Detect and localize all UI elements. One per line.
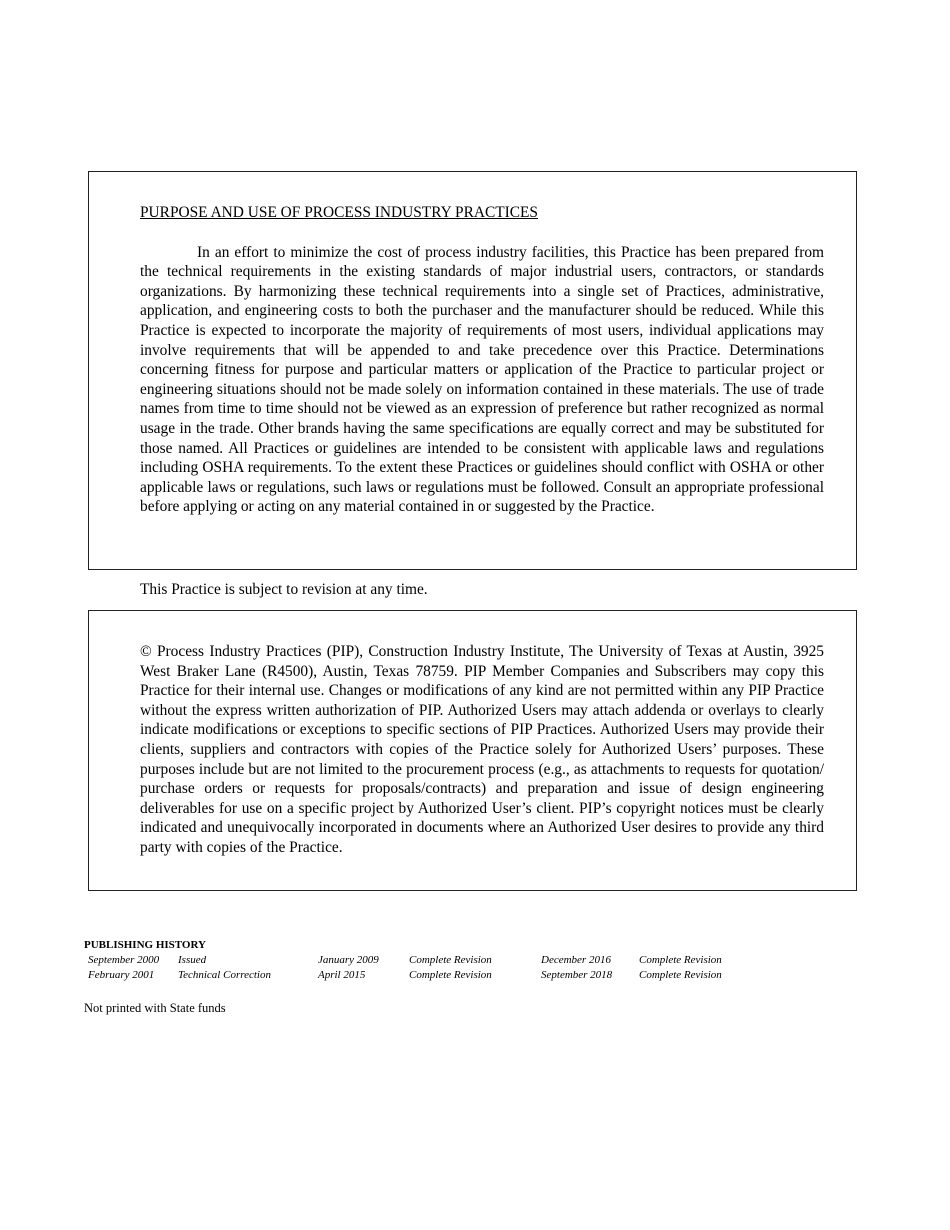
history-date: January 2009: [318, 954, 379, 966]
purpose-title: PURPOSE AND USE OF PROCESS INDUSTRY PRACTICES: [140, 204, 538, 221]
history-action: Complete Revision: [639, 969, 722, 981]
history-date: February 2001: [88, 969, 155, 981]
history-date: December 2016: [541, 954, 611, 966]
history-action: Complete Revision: [409, 954, 492, 966]
history-date: April 2015: [318, 969, 366, 981]
copyright-box-content: [140, 642, 824, 858]
copyright-body: © Process Industry Practices (PIP), Construction Industry Institute, The University of Texas at Austin, 3925 West Braker Lane (R4500), Austin, Texas 78759. PIP Member Companies and Subscribers may copy this Practice for their internal use. Changes or modifications of any kind are not permitted within any PIP Practice without the express written authorization of PIP. Authorized Users may attach addenda or overlays to clearly indicate modifications or exceptions to specific sections of PIP Practices. Authorized Users may provide their clients, suppliers and contractors with copies of the Practice solely for Authorized Users’ purposes. These purposes include but are not limited to the procurement process (e.g., as attachments to requests for quotation/ purchase orders or requests for proposals/contracts) and preparation and issue of design engineering deliverables for use on a specific project by Authorized User’s client. PIP’s copyright notices must be clearly indicated and unequivocally incorporated in documents where an Authorized User desires to provide any third party with copies of the Practice.: [140, 643, 824, 856]
table-row: [84, 968, 749, 983]
revision-note: This Practice is subject to revision at any time.: [140, 581, 428, 598]
copyright-box: [88, 610, 857, 891]
history-action: Technical Correction: [178, 969, 271, 981]
history-action: Issued: [178, 954, 207, 966]
history-date: September 2000: [88, 954, 160, 966]
history-action: Complete Revision: [409, 969, 492, 981]
purpose-box-content: [140, 203, 824, 517]
publishing-history: [84, 938, 749, 983]
purpose-box: [88, 171, 857, 570]
publishing-history-title: PUBLISHING HISTORY: [84, 939, 206, 951]
publishing-history-table: [84, 953, 749, 983]
purpose-body: In an effort to minimize the cost of process industry facilities, this Practice has been prepared from the technical requirements in the existing standards of major industrial users, contractors, or standards organizations. By harmonizing these technical requirements into a single set of Practices, administrative, application, and engineering costs to both the purchaser and the manufacturer should be reduced. While this Practice is expected to incorporate the majority of requirements of most users, individual applications may involve requirements that will be appended to and take precedence over this Practice. Determinations concerning fitness for purpose and particular matters or application of the Practice to particular project or engineering situations should not be made solely on information contained in these materials. The use of trade names from time to time should not be viewed as an expression of preference but rather recognized as normal usage in the trade. Other brands having the same specifications are equally correct and may be substituted for those named. All Practices or guidelines are intended to be consistent with applicable laws and regulations including OSHA requirements. To the extent these Practices or guidelines should conflict with OSHA or other applicable laws or regulations, such laws or regulations must be followed. Consult an appropriate professional before applying or acting on any material contained in or suggested by the Practice.: [140, 243, 824, 516]
table-row: [84, 953, 749, 968]
history-action: Complete Revision: [639, 954, 722, 966]
history-date: September 2018: [541, 969, 613, 981]
footer-note: Not printed with State funds: [84, 1001, 226, 1015]
